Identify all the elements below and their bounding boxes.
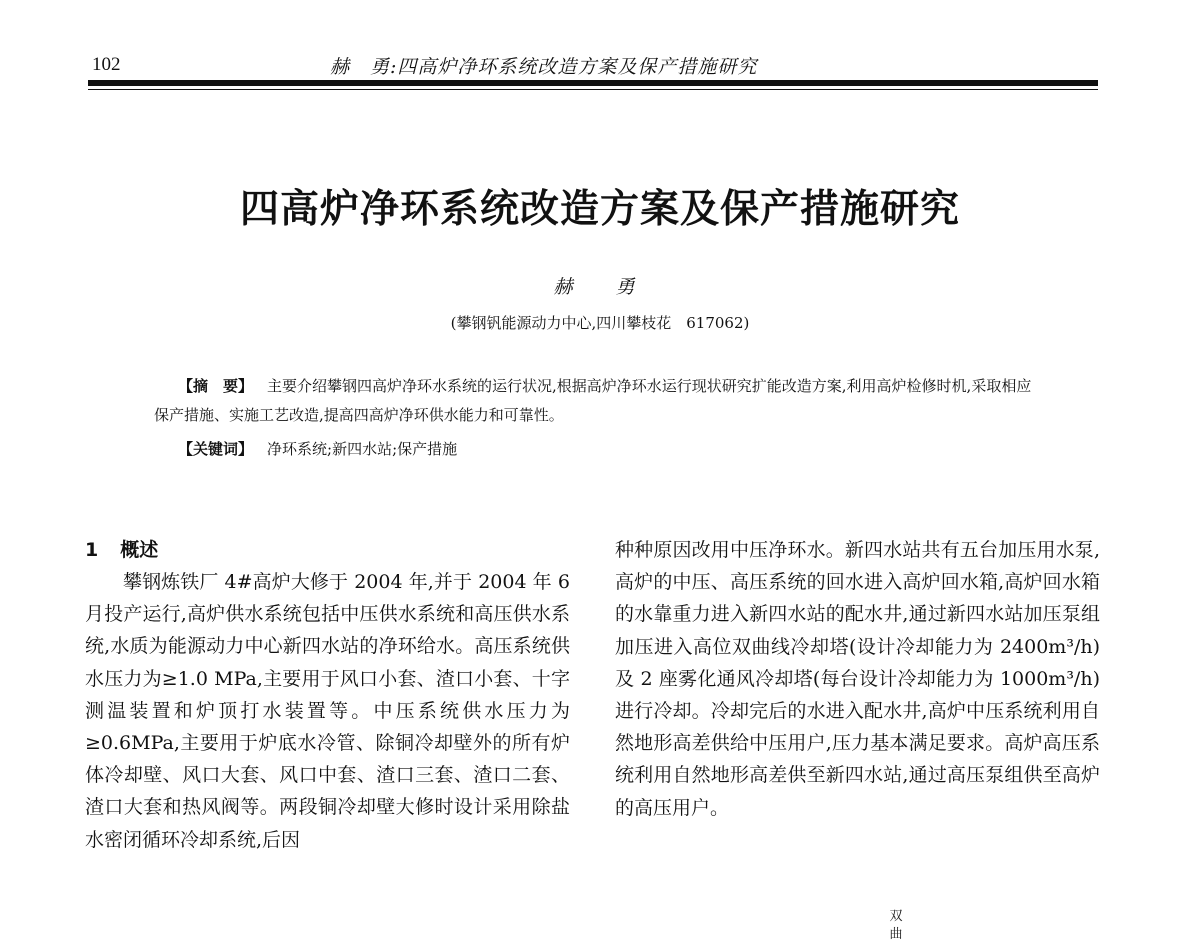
paper-title: 四高炉净环系统改造方案及保产措施研究	[239, 186, 960, 232]
page-number: 102	[92, 54, 121, 75]
abstract-text: 主要介绍攀钢四高炉净环水系统的运行状况,根据高炉净环水运行现状研究扩能改造方案,利用高炉检修时机,采取相应保产措施、实施工艺改造,提高四高炉净环供水能力和可靠性。	[154, 377, 1032, 424]
header-rule-thick	[88, 80, 1098, 86]
running-head: 赫 勇:四高炉净环系统改造方案及保产措施研究	[330, 56, 758, 78]
abstract-label: 【摘 要】	[178, 377, 254, 395]
affiliation: (攀钢钒能源动力中心,四川攀枝花 617062)	[450, 314, 750, 332]
right-column	[615, 534, 1100, 824]
left-column	[85, 534, 570, 856]
section-title: 概述	[120, 539, 159, 561]
body-paragraph-left: 攀钢炼铁厂 4#高炉大修于 2004 年,并于 2004 年 6 月投产运行,高炉供水系统包括中压供水系统和高压供水系统,水质为能源动力中心新四水站的净环给水。高压系统供水压力为≥1.0 MPa,主要用于风口小套、渣口小套、十字测温装置和炉顶打水装置等。中压系统供水压力为≥0.6MPa,主要用于炉底水冷管、除铜冷却壁外的所有炉体冷却壁、风口大套、风口中套、渣口三套、渣口二套、渣口大套和热风阀等。两段铜冷却壁大修时设计采用除盐水密闭循环冷却系统,后因	[85, 571, 570, 851]
abstract	[154, 372, 1034, 430]
keywords-label: 【关键词】	[178, 440, 254, 458]
author: 赫 勇	[553, 276, 647, 298]
header-rule-thin	[88, 89, 1098, 90]
keywords-text: 净环系统;新四水站;保产措施	[267, 440, 458, 458]
keywords	[178, 438, 1038, 459]
section-heading	[85, 534, 570, 566]
section-number: 1	[85, 539, 99, 561]
figure-fragment: 双曲	[889, 909, 903, 942]
body-paragraph-right: 种种原因改用中压净环水。新四水站共有五台加压用水泵,高炉的中压、高压系统的回水进入高炉回水箱,高炉回水箱的水靠重力进入新四水站的配水井,通过新四水站加压泵组加压进入高位双曲线冷却塔(设计冷却能力为 2400m³/h)及 2 座雾化通风冷却塔(每台设计冷却能力为 1000m³/h)进行冷却。冷却完后的水进入配水井,高炉中压系统利用自然地形高差供给中压用户,压力基本满足要求。高炉高压系统利用自然地形高差供至新四水站,通过高压泵组供至高炉的高压用户。	[615, 539, 1100, 819]
